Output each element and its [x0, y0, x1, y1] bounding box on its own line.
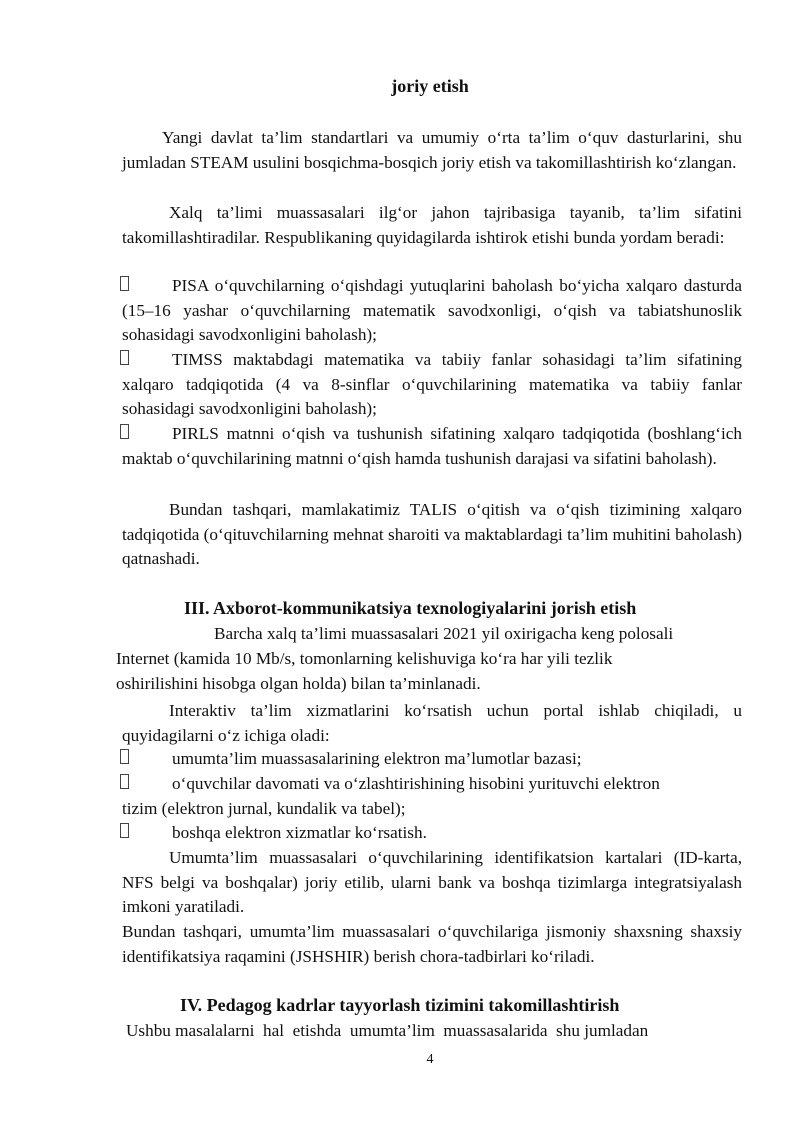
bullet-icon: [120, 274, 134, 292]
list-item: [122, 348, 742, 422]
paragraph: Bundan tashqari, umumta’lim muassasalari o‘quvchilariga jismoniy shaxsning shaxsiy identifikatsiya raqamini (JSHSHIR) berish chora-tadbirlari ko‘riladi.: [122, 922, 742, 966]
paragraph-line: Barcha xalq ta’limi muassasalari 2021 yil oxirigacha keng polosali: [214, 624, 674, 643]
bullet-icon: [120, 422, 134, 440]
list-item: [122, 274, 742, 348]
paragraph: Xalq ta’limi muassasalari ilg‘or jahon tajribasiga tayanib, ta’lim sifatini takomillashtiradilar. Respublikaning quyidagilarda ishtirok etishi bunda yordam beradi:: [122, 203, 742, 247]
list-item: [122, 747, 742, 772]
list-item-text: umumta’lim muassasalarining elektron ma’lumotlar bazasi;: [172, 749, 582, 768]
paragraph: Ushbu masalalarni hal etishda umumta’lim muassasalarida shu jumladan: [126, 1021, 649, 1040]
bullet-icon: [120, 348, 134, 366]
list-item-text: boshqa elektron xizmatlar ko‘rsatish.: [172, 823, 427, 842]
list-item-text: TIMSS maktabdagi matematika va tabiiy fanlar sohasidagi ta’lim sifatining xalqaro tadqiqotida (4 va 8-sinflar o‘quvchilarining matematika va tabiiy fanlar sohasidagi savodxonligini baholash);: [122, 350, 742, 418]
paragraph: Umumta’lim muassasalari o‘quvchilarining identifikatsion kartalari (ID-karta, NFS belgi va boshqalar) joriy etilib, ularni bank va boshqa tizimlarga integratsiyalash imkoni yaratiladi.: [122, 848, 742, 916]
paragraph: Bundan tashqari, mamlakatimiz TALIS o‘qitish va o‘qish tizimining xalqaro tadqiqotida (o‘qituvchilarning mehnat sharoiti va maktablardagi ta’lim muhitini baholash) qatnashadi.: [122, 500, 742, 568]
bullet-icon: [120, 747, 134, 765]
list-item: [122, 422, 742, 471]
list-item-text: PISA o‘quvchilarning o‘qishdagi yutuqlarini baholash bo‘yicha xalqaro dasturda (15–16 yashar o‘quvchilarning matematik savodxonligi, o‘qish va tabiatshunoslik sohasidagi savodxonligini baholash);: [122, 276, 742, 344]
paragraph-line: oshirilishini hisobga olgan holda) bilan ta’minlanadi.: [116, 674, 481, 693]
section-heading-continued: joriy etish: [391, 76, 469, 96]
list-item: [122, 821, 742, 846]
page-number: 4: [426, 1052, 434, 1067]
list-item-text: tizim (elektron jurnal, kundalik va tabel);: [122, 798, 406, 818]
section-title: IV. Pedagog kadrlar tayyorlash tizimini takomillashtirish: [180, 995, 620, 1015]
paragraph: Interaktiv ta’lim xizmatlarini ko‘rsatish uchun portal ishlab chiqiladi, u quyidagilarni o‘z ichiga oladi:: [122, 701, 742, 745]
bullet-icon: [120, 821, 134, 839]
list-item: [122, 772, 742, 821]
paragraph-line: Internet (kamida 10 Mb/s, tomonlarning kelishuviga ko‘ra har yili tezlik: [116, 649, 613, 668]
list-item-text: PIRLS matnni o‘qish va tushunish sifatining xalqaro tadqiqotida (boshlang‘ich maktab o‘quvchilarining matnni o‘qish hamda tushunish darajasi va sifatini baholash).: [122, 424, 742, 468]
bullet-icon: [120, 772, 134, 790]
paragraph: Yangi davlat ta’lim standartlari va umumiy o‘rta ta’lim o‘quv dasturlarini, shu jumladan STEAM usulini bosqichma-bosqich joriy etish va takomillashtirish ko‘zlangan.: [122, 128, 742, 172]
list-item-text: o‘quvchilar davomati va o‘zlashtirishining hisobini yurituvchi elektron: [172, 774, 660, 793]
section-title: III. Axborot-kommunikatsiya texnologiyalarini jorish etish: [184, 598, 637, 618]
